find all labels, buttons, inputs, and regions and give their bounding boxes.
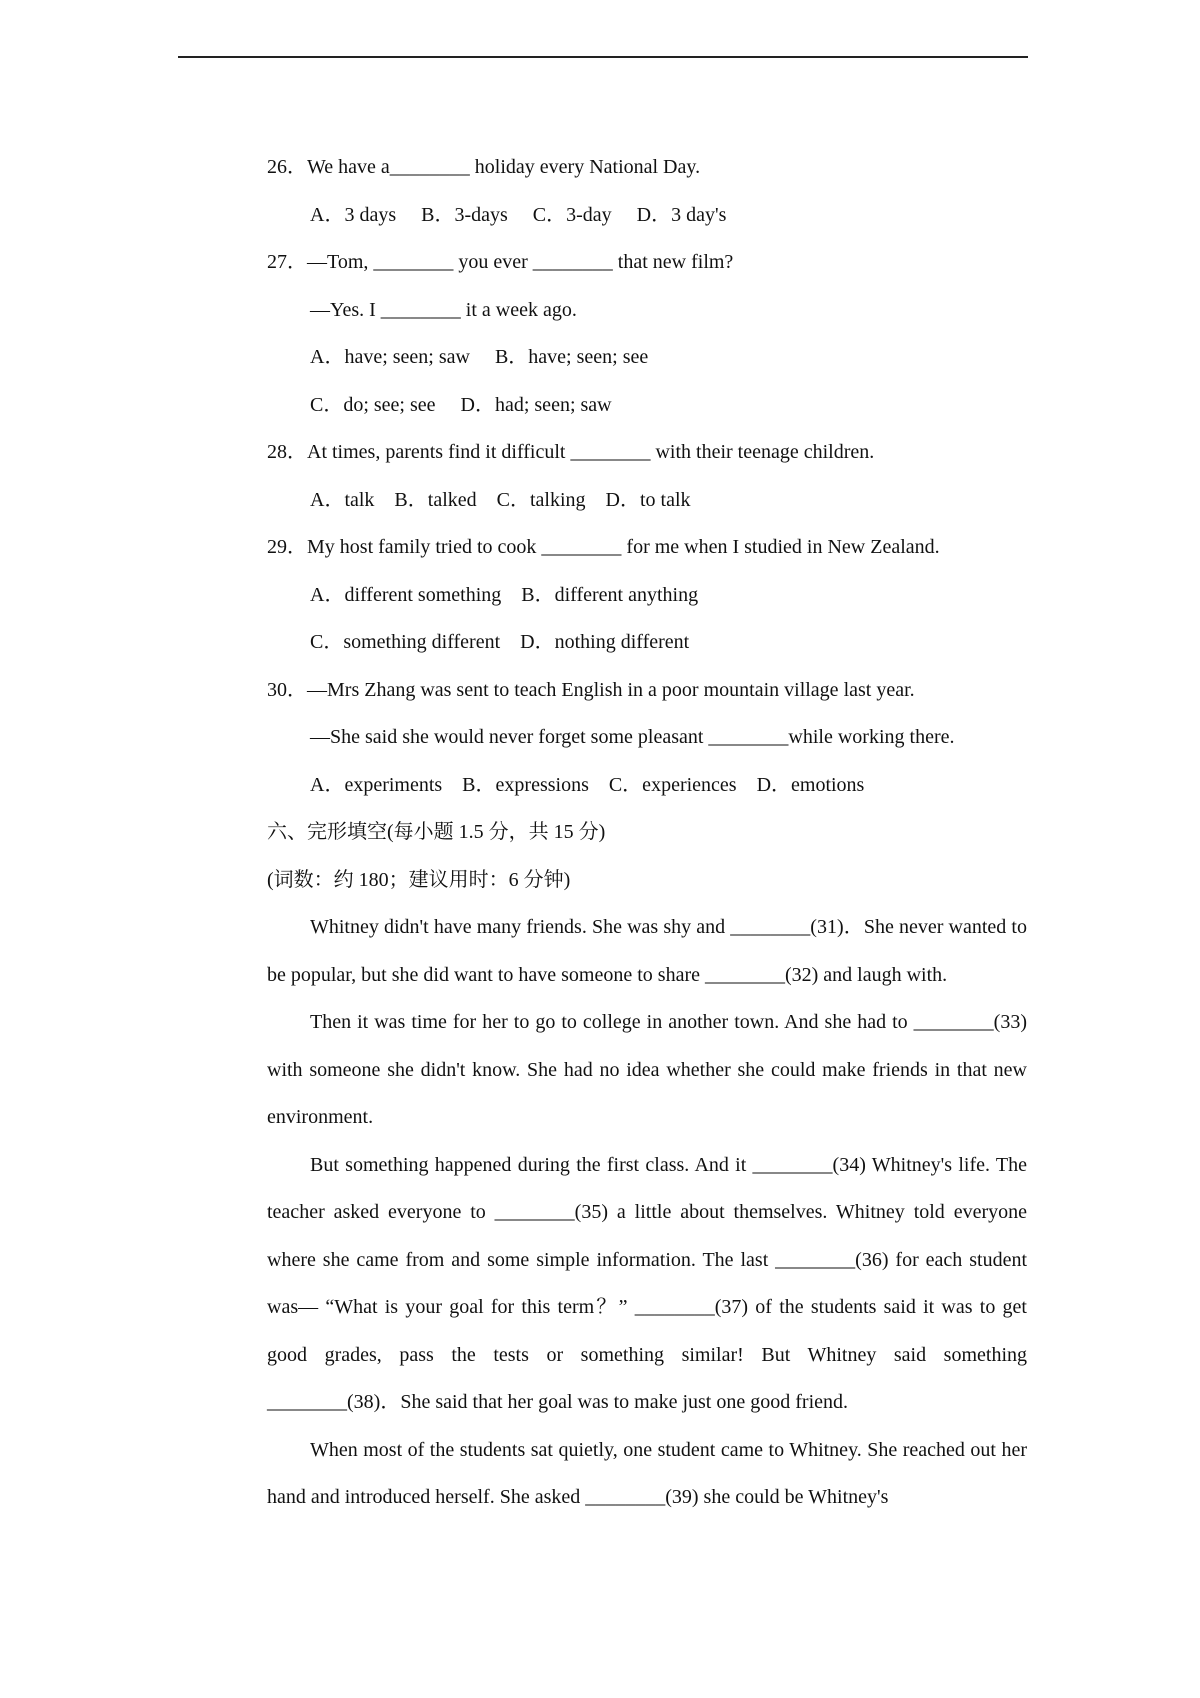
- question-26-stem: 26．We have a________ holiday every National Day.: [267, 156, 701, 178]
- question-28-stem: 28．At times, parents find it difficult ________ with their teenage children.: [267, 441, 875, 463]
- question-27-options-ab: A．have; seen; saw B．have; seen; see: [310, 346, 649, 368]
- question-30-options: A．experiments B．expressions C．experiences D．emotions: [310, 773, 865, 796]
- question-27-stem: 27．—Tom, ________ you ever ________ that new film?: [267, 251, 734, 273]
- question-29-options-ab: A．different something B．different anything: [310, 583, 699, 606]
- question-29-stem: 29．My host family tried to cook ________ for me when I studied in New Zealand.: [267, 536, 940, 558]
- question-27-options-cd: C．do; see; see D．had; seen; saw: [310, 393, 612, 416]
- passage-paragraph-1: Whitney didn't have many friends. She was shy and ________(31)．She never wanted to be popular, but she did want to have someone to share ________(32) and laugh with.: [267, 916, 1027, 986]
- header-rule: [178, 56, 1028, 58]
- question-29-options-cd: C．something different D．nothing different: [310, 631, 690, 653]
- section-subtitle: (词数：约 180；建议用时：6 分钟): [267, 868, 571, 891]
- question-26-options: A．3 days B．3-days C．3-day D．3 day's: [310, 203, 727, 226]
- content: [267, 144, 1027, 1522]
- passage-paragraph-2: Then it was time for her to go to college in another town. And she had to ________(33) with someone she didn't know. She had no idea whether she could make friends in that new environment.: [267, 1011, 1027, 1128]
- passage-paragraph-4: When most of the students sat quietly, one student came to Whitney. She reached out her hand and introduced herself. She asked ________(39) she could be Whitney's: [267, 1438, 1027, 1508]
- passage-paragraph-3: But something happened during the first class. And it ________(34) Whitney's life. The teacher asked everyone to ________(35) a little about themselves. Whitney told everyone where she came from and some simple information. The last ________(36) for each student was— “What is your goal for this term？” ________(37) of the students said it was to get good grades, pass the tests or something similar! But Whitney said something ________(38)．She said that her goal was to make just one good friend.: [267, 1153, 1027, 1413]
- question-30-stem: 30．—Mrs Zhang was sent to teach English in a poor mountain village last year.: [267, 678, 915, 701]
- section-title: 六、完形填空(每小题 1.5 分，共 15 分): [267, 821, 606, 843]
- cloze-passage: [267, 904, 1027, 1522]
- question-30-reply: —She said she would never forget some pleasant ________while working there.: [310, 726, 955, 748]
- question-28-options: A．talk B．talked C．talking D．to talk: [310, 488, 691, 511]
- question-27-reply: —Yes. I ________ it a week ago.: [310, 298, 577, 321]
